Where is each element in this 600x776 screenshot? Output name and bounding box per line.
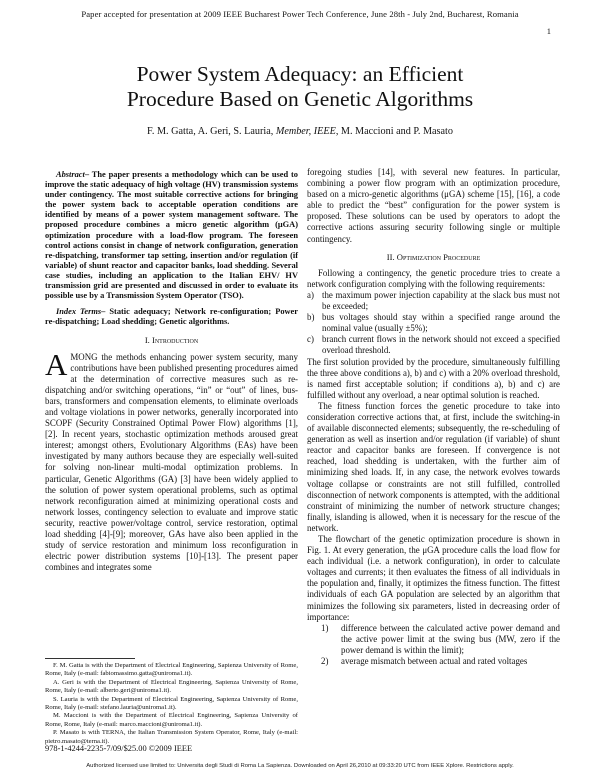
- section-2-numeral: II.: [386, 251, 395, 262]
- authors-part-1: F. M. Gatta, A. Geri, S. Lauria,: [147, 126, 276, 137]
- list-item: [307, 312, 560, 334]
- list-marker: a): [307, 289, 314, 300]
- authors-part-2: , M. Maccioni and P. Masato: [335, 126, 453, 137]
- continued-paragraph: foregoing studies [14], with several new features. In particular, combining a power flow program with an optimization procedure, based on a micro-genetic algorithms (μGA) scheme [15], [16], a code able to predict the “best” configuration for the power system is proposed. These solutions can be used by operators to adopt the corrective actions assuring security following single or multiple contingency.: [307, 167, 560, 244]
- intro-paragraph: [45, 346, 298, 574]
- footnotes: [45, 662, 298, 746]
- paragraph: The first solution provided by the procedure, simultaneously fulfilling the three above conditions a), b) and c) with a 20% overload threshold, is named first acceptable solution; if conditions a), b) and c) are fulfilled without any overload, a near optimal solution is reached.: [307, 356, 560, 400]
- list-marker: 2): [321, 656, 329, 667]
- list-item-text: branch current flows in the network should not exceed a specified overload threshold.: [322, 334, 560, 356]
- paper-title: [40, 62, 560, 112]
- authors-membership: Member, IEEE: [275, 126, 336, 137]
- abstract-label: Abstract: [56, 170, 85, 179]
- author-list: [40, 126, 560, 137]
- section-heading-introduction: [45, 335, 298, 346]
- section-2-title: Optimization Procedure: [396, 251, 481, 262]
- footnote: P. Masato is with TERNA, the Italian Transmission System Operator, Rome, Italy (e-mail: pietro.masato@terna.it).: [45, 729, 298, 745]
- section-1-numeral: I.: [144, 335, 150, 346]
- list-marker: c): [307, 334, 314, 345]
- right-column: [307, 167, 560, 667]
- conference-header: Paper accepted for presentation at 2009 IEEE Bucharest Power Tech Conference, June 28th - July 2nd, Bucharest, Romania: [81, 9, 519, 19]
- numbered-list-item: [307, 656, 560, 667]
- index-terms: [45, 307, 298, 327]
- list-item: [307, 290, 560, 312]
- isbn-copyright: 978-1-4244-2235-7/09/$25.00 ©2009 IEEE: [45, 744, 193, 753]
- footnote: S. Lauria is with the Department of Electrical Engineering, Sapienza University of Rome, Rome, Italy (e-mail: stefano.lauria@uniroma1.it).: [45, 695, 298, 712]
- section-1-title: Introduction: [151, 335, 199, 346]
- list-item: [307, 334, 560, 356]
- abstract: [45, 170, 298, 301]
- paragraph: Following a contingency, the genetic procedure tries to create a network configuration complying with the following requirements:: [307, 267, 560, 289]
- list-marker: 1): [321, 622, 329, 633]
- intro-text: MONG the methods enhancing power system security, many contributions have been published presenting procedures aimed at the determination of corrective measures such as re-dispatching and/or switching operations, “in” or “out” of lines, bus-bars, transformers and compensation elements, to eliminate overloads and voltage violations in power networks, generally incorporated into SCOPF (Security Constrained Optimal Power Flow) algorithms [1], [2]. In recent years, stochastic optimization methods aroused great interest; amongst others, Evolutionary Algorithms (EAs) have been investigated by many authors because they are especially well-suited for solving non-linear multi-modal optimization problems. In particular, Genetic Algorithms (GA) [3] have been widely applied to the solution of power system operational problems, such as optimal network reconfiguration aimed at minimizing operational costs and network losses, contingency selection to evaluate and improve static security, reactive power/voltage control, service restoration, optimal load shedding [4]-[9]; moreover, GAs have also been applied in the study of service restoration and minimum loss reconfiguration in electric power distribution systems [10]-[13]. The present paper combines and integrates some: [45, 351, 298, 573]
- paragraph: The fitness function forces the genetic procedure to take into consideration corrective actions that, at first, include the switching-in of available disconnected elements; subsequently, the re-scheduling of generation as well as insertion and/or regulation (if variable) of shunt reactor and capacitor banks are foreseen. If convergence is not reached, load shedding is undertaken, with the further aim of minimizing shed loads. If, in any case, the network evolves towards voltage collapse or constraints are not still fulfilled, controlled disconnection of network components is attempted, with the additional constraint of minimizing the number of network structure changes; finally, islanding is allowed, when it is necessary for the rescue of the network.: [307, 400, 560, 533]
- section-heading-optimization: [307, 252, 560, 263]
- footnote: A. Geri is with the Department of Electrical Engineering, Sapienza University of Rome, Rome, Italy (e-mail: alberto.geri@uniroma1.it).: [45, 678, 298, 695]
- list-item-text: difference between the calculated active power demand and the active power limit at the swing bus (MW, zero if the power demand is within the limit);: [341, 622, 560, 655]
- title-line-1: Power System Adequacy: an Efficient: [136, 62, 464, 86]
- index-terms-text: – Static adequacy; Network re-configuration; Power re-dispatching; Load shedding; Genetic algorithms.: [45, 307, 298, 327]
- index-terms-label: Index Terms: [56, 307, 102, 317]
- drop-cap: A: [45, 346, 68, 382]
- footnote-rule: [45, 658, 135, 659]
- footnote: M. Maccioni is with the Department of Electrical Engineering, Sapienza University of Rome, Rome, Italy (e-mail: marco.maccioni@uniroma1.it).: [45, 712, 298, 728]
- title-line-2: Procedure Based on Genetic Algorithms: [126, 87, 474, 111]
- license-footer: Authorized licensed use limited to: Universita degli Studi di Roma La Sapienza. Downloaded on April 26,2010 at 09:33:20 UTC from IEEE Xplore. Restrictions apply.: [86, 763, 514, 769]
- left-column: [45, 167, 298, 573]
- list-marker: b): [307, 312, 315, 323]
- numbered-list-item: [307, 623, 560, 656]
- page-number: 1: [546, 26, 551, 36]
- list-item-text: bus voltages should stay within a specified range around the nominal value (usually ±5%);: [322, 312, 560, 334]
- paragraph: The flowchart of the genetic optimization procedure is shown in Fig. 1. At every generation, the μGA procedure calls the load flow for each individual (i.e. a network configuration), in order to calculate voltages and currents; it then evaluates the fitness of all individuals in the population and, finally, it optimizes the fitness function. The fittest individuals of each GA population are selected by an algorithm that minimizes the following six parameters, listed in decreasing order of importance:: [307, 534, 560, 622]
- abstract-text: – The paper presents a methodology which can be used to improve the static adequacy of high voltage (HV) transmission systems under contingency. The most suitable corrective actions for bringing the power system back to acceptable operation conditions are identified by means of a power system management software. The proposed procedure combines a micro genetic algorithm (μGA) optimization procedure with a load-flow program. The foreseen control actions consist in change of network configuration, generation re-dispatching, transformer tap setting, insertion and/or regulation (if variable) of shunt reactor and capacitor banks, load shedding. Several case studies, including an application to the Italian EHV/ HV transmission grid are presented and discussed in order to evaluate its possible use by a Transmission System Operator (TSO).: [45, 170, 298, 301]
- footnote: F. M. Gatta is with the Department of Electrical Engineering, Sapienza University of Rome, Rome, Italy (e-mail: fabiomassimo.gatta@uniroma1.it).: [45, 662, 298, 678]
- list-item-text: average mismatch between actual and rated voltages: [341, 656, 528, 667]
- list-item-text: the maximum power injection capability at the slack bus must not be exceeded;: [322, 289, 560, 312]
